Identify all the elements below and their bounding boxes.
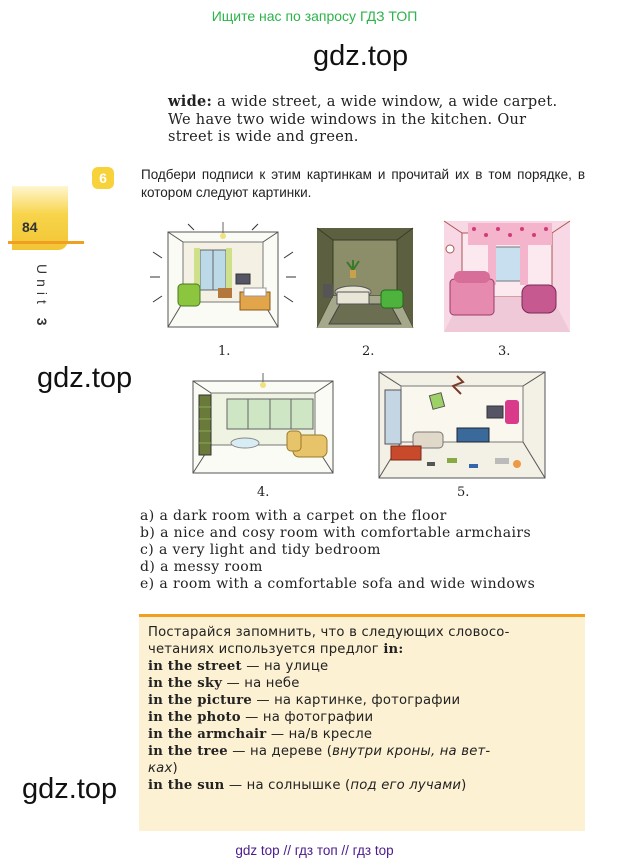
rule-phrase-row: in the sky — на небе — [148, 676, 300, 691]
intro-line2: We have two wide windows in the kitchen. Our — [168, 111, 527, 128]
picture-label: 2. — [362, 344, 375, 359]
room-with-sofa-icon — [183, 373, 343, 478]
rule-text — [148, 624, 580, 794]
task-instruction: Подбери подписи к этим картинкам и прочитай их в том порядке, в котором следуют картинки. — [141, 167, 585, 200]
intro-line1: a wide street, a wide window, a wide carpet. — [212, 94, 558, 110]
picture-label: 4. — [257, 485, 270, 500]
options-list — [140, 508, 585, 593]
rule-phrase-row: in the photo — на фотографии — [148, 710, 374, 725]
bright-living-room-icon — [148, 222, 298, 334]
bottom-banner[interactable]: gdz top // гдз топ // гдз top — [235, 843, 394, 858]
watermark: gdz.top — [22, 773, 118, 805]
rule-phrase-row: in the picture — на картинке, фотографии — [148, 693, 461, 708]
pink-bedroom-icon — [442, 219, 572, 334]
rule-intro-line1: Постарайся запомнить, что в следующих словосо- — [148, 625, 510, 640]
rule-phrase-row: in the street — на улице — [148, 659, 329, 674]
picture-label: 3. — [498, 344, 511, 359]
exercise-number-badge: 6 — [92, 167, 114, 189]
list-item: c) a very light and tidy bedroom — [140, 542, 381, 558]
rule-phrase-row: in the tree — на дереве (внутри кроны, на вет- — [148, 744, 491, 759]
rule-phrase-row: in the sun — на солнышке (под его лучами) — [148, 778, 467, 793]
list-item: e) a room with a comfortable sofa and wide windows — [140, 576, 536, 592]
intro-paragraph — [168, 93, 584, 147]
page-number: 84 — [22, 219, 38, 235]
rule-phrase-row: ках) — [148, 761, 178, 776]
list-item: b) a nice and cosy room with comfortable armchairs — [140, 525, 532, 541]
unit-label: Unit 3 — [34, 264, 50, 331]
dark-room-icon — [315, 226, 415, 330]
rule-intro-line2: четаниях используется предлог in: — [148, 642, 404, 657]
list-item: d) a messy room — [140, 559, 263, 575]
intro-word: wide: — [168, 93, 213, 110]
divider — [8, 241, 84, 244]
watermark: gdz.top — [313, 40, 409, 72]
top-banner[interactable]: Ищите нас по запросу ГДЗ ТОП — [211, 8, 418, 24]
list-item: a) a dark room with a carpet on the floor — [140, 508, 447, 524]
picture-label: 1. — [218, 344, 231, 359]
intro-line3: street is wide and green. — [168, 129, 359, 145]
watermark: gdz.top — [37, 362, 133, 394]
picture-label: 5. — [457, 485, 470, 500]
rule-phrase-row: in the armchair — на/в кресле — [148, 727, 373, 742]
messy-room-icon — [377, 370, 547, 480]
